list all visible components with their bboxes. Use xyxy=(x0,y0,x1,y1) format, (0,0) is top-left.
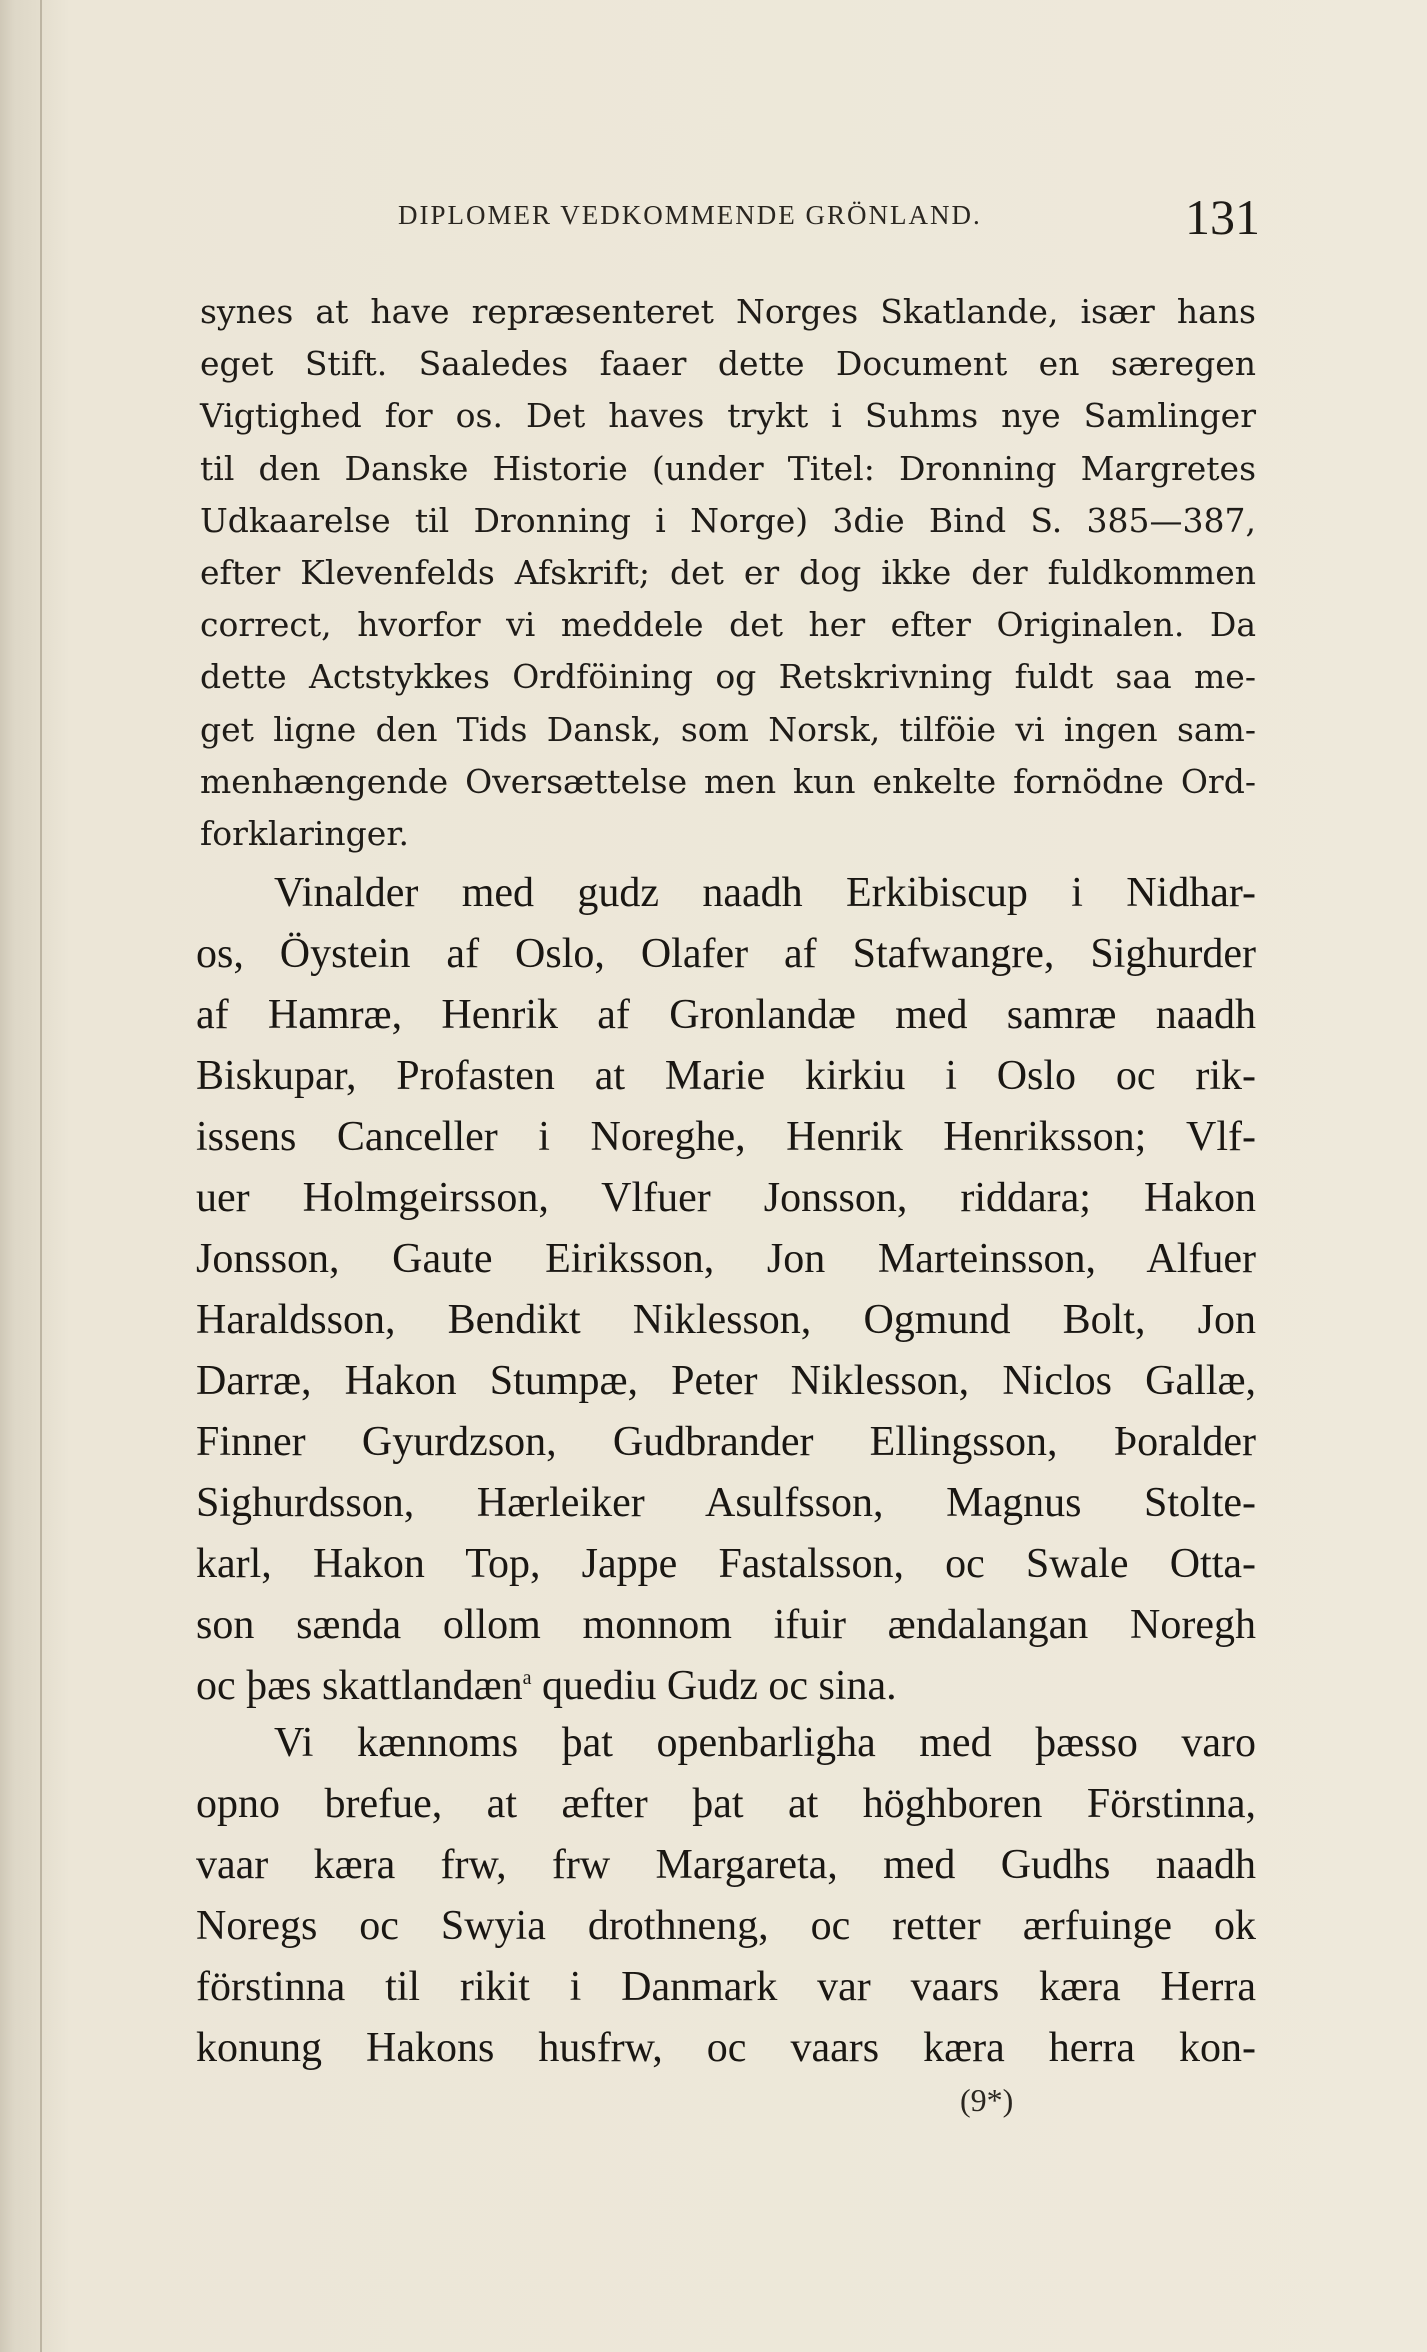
charter-line: uer Holmgeirsson, Vlfuer Jonsson, riddara; Hakon xyxy=(196,1175,1256,1221)
charter-line: Sighurdsson, Hærleiker Asulfsson, Magnus Stolte- xyxy=(196,1480,1256,1526)
footnote-marker: a xyxy=(522,1667,532,1689)
charter-line-text: oc þæs skattlandæn xyxy=(196,1663,523,1709)
page-gutter xyxy=(40,0,42,2352)
intro-line: menhængende Oversættelse men kun enkelte fornödne Ord- xyxy=(200,761,1256,801)
charter-line: Vinalder med gudz naadh Erkibiscup i Nidhar- xyxy=(274,870,1256,916)
charter-line: förstinna til rikit i Danmark var vaars kæra Herra xyxy=(196,1964,1256,2010)
charter-line: Biskupar, Profasten at Marie kirkiu i Oslo oc rik- xyxy=(196,1053,1256,1099)
charter-paragraph-1 xyxy=(196,863,1256,1717)
intro-line: dette Actstykkes Ordföining og Retskrivning fuldt saa me- xyxy=(200,657,1256,697)
page-number: 131 xyxy=(1185,189,1260,245)
charter-line: os, Öystein af Oslo, Olafer af Stafwangre, Sighurder xyxy=(196,931,1256,977)
charter-line: vaar kæra frw, frw Margareta, med Gudhs naadh xyxy=(196,1842,1256,1888)
charter-line: opno brefue, at æfter þat at höghboren Förstinna, xyxy=(196,1781,1256,1827)
charter-line: af Hamræ, Henrik af Gronlandæ med samræ naadh xyxy=(196,992,1256,1038)
intro-line: Vigtighed for os. Det haves trykt i Suhms nye Samlinger xyxy=(200,396,1256,436)
intro-line: correct, hvorfor vi meddele det her efter Originalen. Da xyxy=(200,605,1256,645)
intro-line: get ligne den Tids Dansk, som Norsk, tilföie vi ingen sam- xyxy=(200,709,1256,749)
charter-line: Vi kænnoms þat openbarligha med þæsso varo xyxy=(274,1720,1256,1766)
intro-paragraph xyxy=(200,286,1256,860)
page-header xyxy=(398,189,1260,245)
intro-line: eget Stift. Saaledes faaer dette Document en særegen xyxy=(200,344,1256,384)
intro-line: til den Danske Historie (under Titel: Dronning Margretes xyxy=(200,448,1256,488)
charter-line: Darræ, Hakon Stumpæ, Peter Niklesson, Niclos Gallæ, xyxy=(196,1358,1256,1404)
charter-line: Jonsson, Gaute Eiriksson, Jon Marteinsson, Alfuer xyxy=(196,1236,1256,1282)
intro-line: efter Klevenfelds Afskrift; det er dog ikke der fuldkommen xyxy=(200,552,1256,592)
charter-last-line xyxy=(196,1656,1256,1717)
intro-line: synes at have repræsenteret Norges Skatlande, især hans xyxy=(200,292,1256,331)
charter-line: Haraldsson, Bendikt Niklesson, Ogmund Bolt, Jon xyxy=(196,1297,1256,1343)
charter-line: son sænda ollom monnom ifuir ændalangan Noregh xyxy=(196,1602,1256,1648)
signature-mark: (9*) xyxy=(960,2082,1014,2118)
charter-line: Finner Gyurdzson, Gudbrander Ellingsson, Þoralder xyxy=(196,1419,1256,1465)
charter-line-text: quediu Gudz oc sina. xyxy=(531,1663,897,1709)
intro-line: Udkaarelse til Dronning i Norge) 3die Bind S. 385—387, xyxy=(200,500,1256,540)
charter-line: issens Canceller i Noreghe, Henrik Henriksson; Vlf- xyxy=(196,1114,1256,1160)
charter-line: Noregs oc Swyia drothneng, oc retter ærfuinge ok xyxy=(196,1903,1256,1949)
running-title: DIPLOMER VEDKOMMENDE GRÖNLAND. xyxy=(398,200,982,230)
charter-line: konung Hakons husfrw, oc vaars kæra herra kon- xyxy=(196,2025,1256,2071)
charter-paragraph-2 xyxy=(196,1713,1256,2079)
intro-line: forklaringer. xyxy=(200,813,409,853)
charter-line: karl, Hakon Top, Jappe Fastalsson, oc Swale Otta- xyxy=(196,1541,1256,1587)
